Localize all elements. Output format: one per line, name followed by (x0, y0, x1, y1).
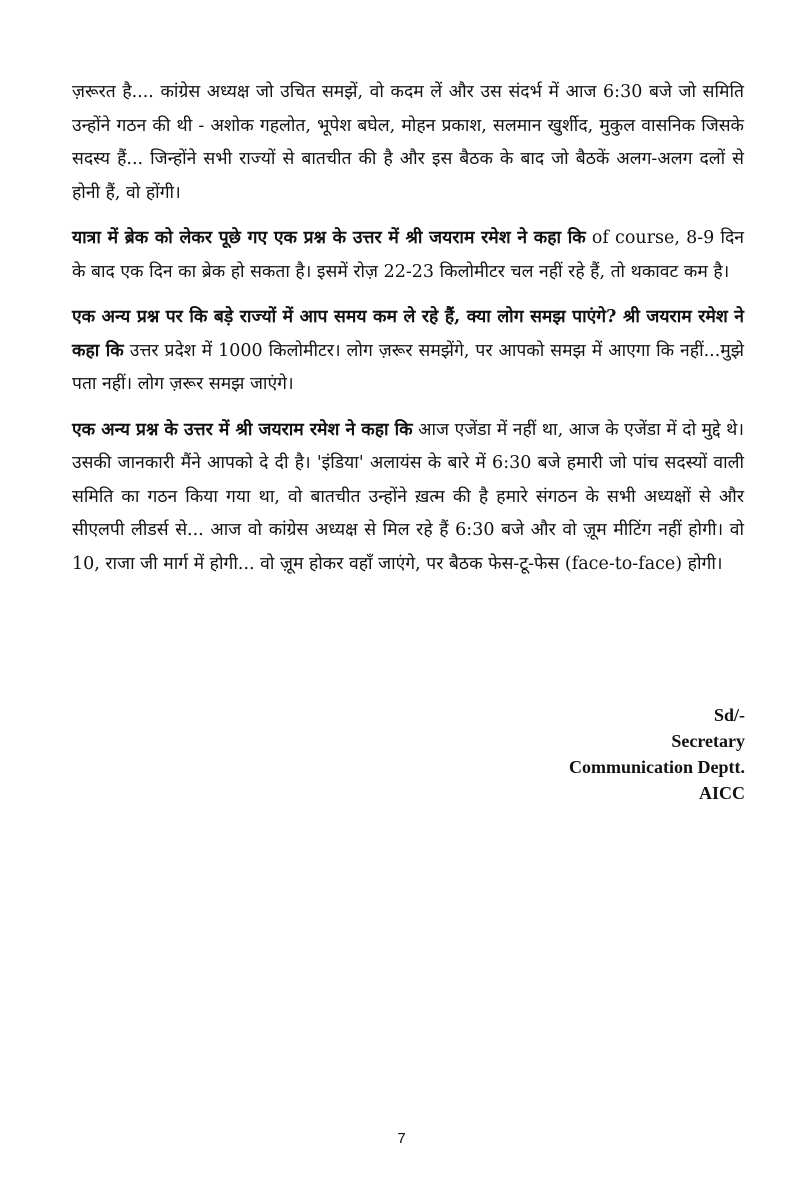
paragraph-3-lead: एक अन्य प्रश्न पर कि बड़े राज्यों में आप समय कम ले रहे हैं, क्या लोग समझ पाएंगे? श्री जयराम रमेश ने कहा कि (72, 307, 744, 361)
page-number: 7 (397, 1130, 406, 1147)
paragraph-4-text: आज एजेंडा में नहीं था, आज के एजेंडा में दो मुद्दे थे। उसकी जानकारी मैंने आपको दे दी है। 'इंडिया' अलायंस के बारे में 6:30 बजे हमारी जो पांच सदस्यों वाली समिति का गठन किया गया था, वो बातचीत उन्होंने ख़त्म की है हमारे संगठन के सभी अध्यक्षों से और सीएलपी लीडर्स से... आज वो कांग्रेस अध्यक्ष से मिल रहे हैं 6:30 बजे और वो ज़ूम मीटिंग नहीं होगी। वो 10, राजा जी मार्ग में होगी... वो ज़ूम होकर वहाँ जाएंगे, पर बैठक फेस-टू-फेस (face-to-face) होगी। (72, 419, 745, 574)
paragraph-1-text: ज़रूरत है.... कांग्रेस अध्यक्ष जो उचित समझें, वो कदम लें और उस संदर्भ में आज 6:30 बजे जो समिति उन्होंने गठन की थी - अशोक गहलोत, भूपेश बघेल, मोहन प्रकाश, सलमान खुर्शीद, मुकुल वासनिक जिसके सदस्य हैं... जिन्होंने सभी राज्यों से बातचीत की है और इस बैठक के बाद जो बैठकें अलग-अलग दलों से होनी हैं, वो होंगी। (72, 82, 744, 203)
document-body (72, 76, 744, 593)
paragraph-2 (72, 222, 744, 289)
signature-block (569, 702, 745, 806)
signature-title: Secretary (671, 731, 745, 751)
paragraph-1 (72, 76, 744, 210)
paragraph-3 (72, 301, 744, 402)
signature-organization: AICC (698, 783, 745, 803)
paragraph-2-lead: यात्रा में ब्रेक को लेकर पूछे गए एक प्रश्न के उत्तर में श्री जयराम रमेश ने कहा कि (72, 228, 586, 248)
signature-sd: Sd/- (713, 705, 745, 725)
paragraph-4 (72, 414, 744, 582)
paragraph-2-text: of course, 8-9 दिन के बाद एक दिन का ब्रेक हो सकता है। इसमें रोज़ 22-23 किलोमीटर चल नहीं रहे हैं, तो थकावट कम है। (72, 228, 744, 282)
paragraph-4-lead: एक अन्य प्रश्न के उत्तर में श्री जयराम रमेश ने कहा कि (72, 419, 413, 440)
signature-department: Communication Deptt. (569, 757, 745, 777)
paragraph-3-text: उत्तर प्रदेश में 1000 किलोमीटर। लोग ज़रूर समझेंगे, पर आपको समझ में आएगा कि नहीं...मुझे पता नहीं। लोग ज़रूर समझ जाएंगे। (72, 340, 744, 394)
